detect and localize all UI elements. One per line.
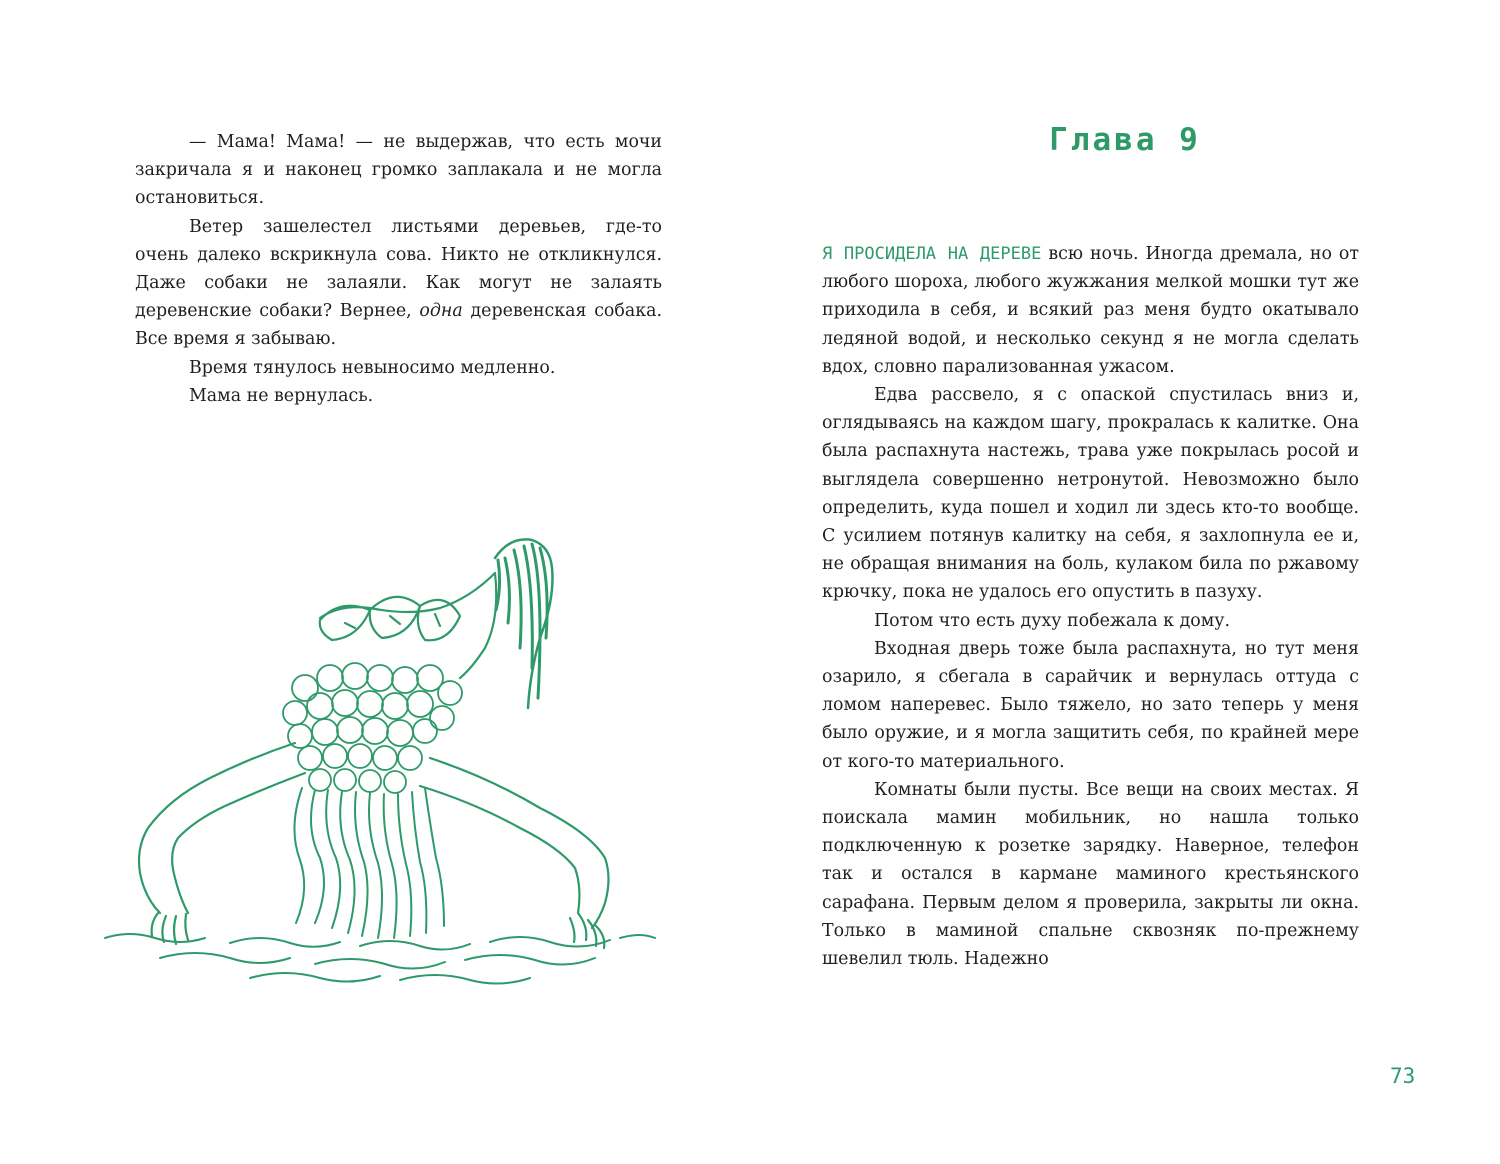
paragraph: Входная дверь тоже была распахнута, но тут меня озарило, я сбегала в сарайчик и вернулась оттуда с ломом наперевес. Было тяжело, но зато теперь у меня было оружие, и я могла защитить себя, по крайней мере от кого-то материального.	[822, 638, 1359, 772]
paragraph: Едва рассвело, я с опаской спустилась вниз и, оглядываясь на каждом шагу, прокралась к калитке. Она была распахнута настежь, трава уже покрылась росой и выглядела совершенно нетронутой. Невозможно было определить, куда пошел и ходил ли здесь кто-то вообще. С усилием потянув калитку на себя, я захлопнула ее и, не обращая внимания на боль, кулаком била по ржавому крючку, пока не удалось его опустить в пазуху.	[822, 385, 1359, 603]
paragraph-text: Ветер зашелестел листьями деревьев, где-то очень далеко вскрикнула сова. Никто не откликнулся. Даже собаки не залаяли. Как могут не залаять деревенские собаки? Вернее,	[135, 216, 662, 322]
lead-in: Я ПРОСИДЕЛА НА ДЕРЕВЕ	[822, 244, 1042, 264]
paragraph	[822, 240, 1359, 381]
right-page-text	[822, 240, 1359, 973]
italic-word: одна	[419, 301, 463, 322]
paragraph-text: деревенская собака. Все время я забываю.	[135, 301, 663, 350]
paragraph: Время тянулось невыносимо медленно.	[189, 357, 556, 378]
paragraph: — Мама! Мама! — не выдержав, что есть мочи закричала я и наконец громко заплакала и не могла остановиться.	[135, 132, 662, 209]
paragraph: Комнаты были пусты. Все вещи на своих местах. Я поискала мамин мобильник, но нашла только подключенную к розетке зарядку. Наверное, телефон так и остался в кармане маминого крестьянского сарафана. Первым делом я проверила, закрыты ли окна. Только в маминой спальне сквозняк по-прежнему шевелил тюль. Надежно	[822, 779, 1359, 970]
page-number: 73	[1390, 1064, 1416, 1088]
paragraph: Потом что есть духу побежала к дому.	[874, 610, 1231, 631]
paragraph: Мама не вернулась.	[189, 385, 374, 406]
chapter-title: Глава 9	[1049, 122, 1201, 158]
left-page-text	[135, 128, 662, 410]
paragraph	[135, 213, 662, 354]
right-page	[750, 0, 1500, 1164]
paragraph-text: всю ночь. Иногда дремала, но от любого шороха, любого жужжания мелкой мошки тут же приходила в себя, и всякий раз меня будто окатывало ледяной водой, и несколько секунд я не могла сделать вдох, словно парализованная ужасом.	[822, 244, 1360, 377]
woman-with-leaf-hair-in-water-illustration	[100, 528, 660, 988]
